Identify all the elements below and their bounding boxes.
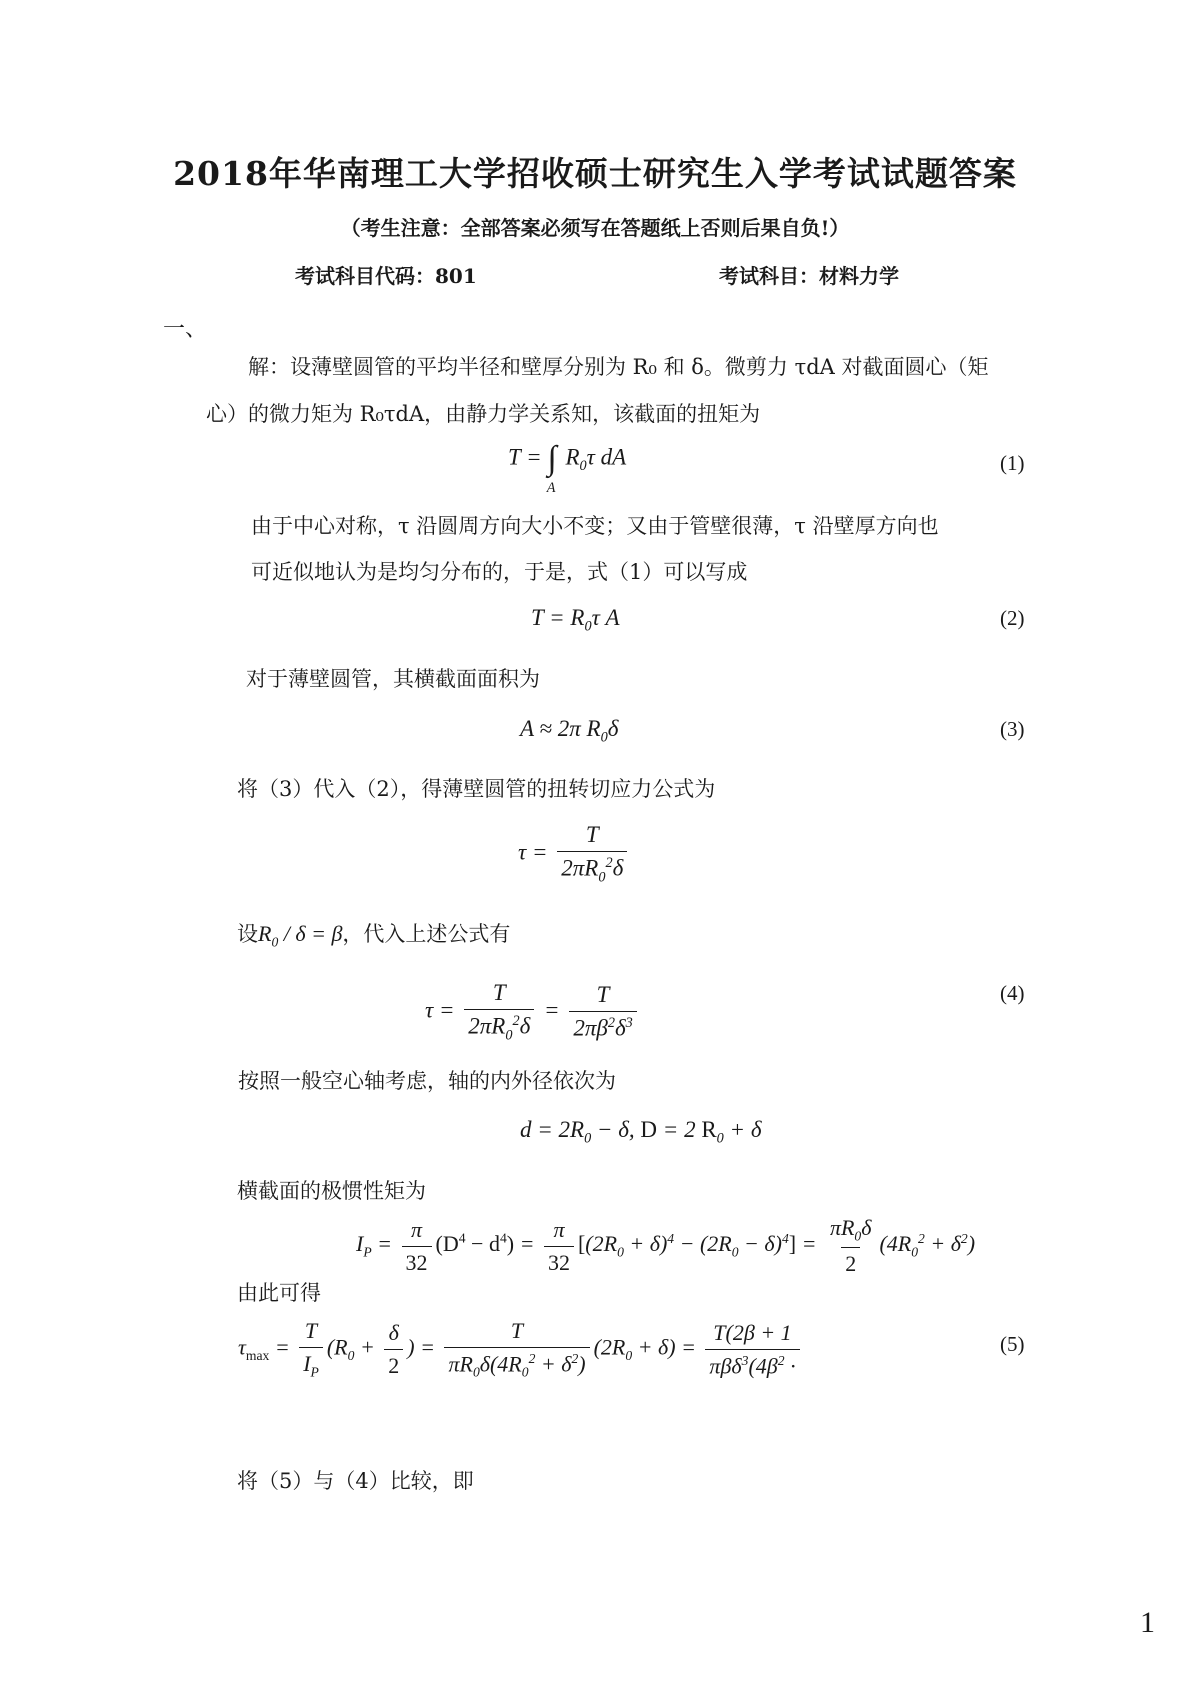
paragraph-4: 将（3）代入（2），得薄壁圆管的扭转切应力公式为	[237, 777, 716, 801]
subject-name: 考试科目：材料力学	[719, 264, 899, 288]
equation-4-number: (4)	[1000, 981, 1025, 1005]
exam-notice: （考生注意：全部答案必须写在答题纸上否则后果自负!）	[340, 216, 850, 240]
equation-5: $\tau_{max}$ = $\frac{T}{I_P}$ ($R_0$ + $\frac{\delta}{2}$ ) = $\frac{T}{\pi R_0\delta(4R_0^2 + \delta^2)}$ $(2R_0 + \delta)$ = $\frac{T(2\beta + 1}{\pi\beta\delta^3(4\beta^2 \cdot}$	[238, 1318, 804, 1381]
diameter-equation: $d = 2R_0 - \delta$, D = 2 $R_0 + \delta$	[520, 1117, 762, 1147]
paragraph-2-line-1: 由于中心对称，τ 沿圆周方向大小不变；又由于管壁很薄，τ 沿壁厚方向也	[251, 514, 939, 538]
paragraph-1-line-1: 解：设薄壁圆管的平均半径和壁厚分别为 R₀ 和 δ。微剪力 τdA 对截面圆心（矩	[248, 355, 989, 379]
paragraph-8: 由此可得	[237, 1281, 321, 1305]
paragraph-3: 对于薄壁圆管，其横截面面积为	[246, 667, 540, 691]
equation-2-number: (2)	[1000, 606, 1025, 630]
paragraph-5: 设$R_0 / \delta = \beta$，代入上述公式有	[237, 921, 511, 950]
paragraph-7: 横截面的极惯性矩为	[237, 1179, 426, 1203]
paragraph-9: 将（5）与（4）比较，即	[237, 1469, 474, 1493]
equation-5-number: (5)	[1000, 1332, 1025, 1356]
equation-1-number: (1)	[1000, 451, 1025, 475]
paragraph-5-prefix: 设	[237, 922, 258, 946]
polar-moment-equation: $I_P$ = $\frac{\pi}{32}$ $(D^4 - d^4)$ = $\frac{\pi}{32}$ $[(2R_0 + \delta)^4 - (2R_0 - \delta)^4]$ = $\frac{\pi R_0\delta}{2}$ $(4R_0^2 + \delta^2)$	[356, 1215, 976, 1277]
equation-2: $T = R_0\tau$ A	[531, 605, 620, 635]
equation-4: τ = $\frac{T}{2\pi R_0^2\delta}$ = $\frac{T}{2\pi\beta^2\delta^3}$	[425, 980, 641, 1044]
equation-3-number: (3)	[1000, 717, 1025, 741]
equation-1: $T = \int_AR_0\tau$ dA	[508, 440, 627, 496]
subject-code: 考试科目代码：801	[295, 264, 477, 288]
page-title: 2018年华南理工大学招收硕士研究生入学考试试题答案	[173, 154, 1017, 193]
paragraph-2-line-2: 可近似地认为是均匀分布的，于是，式（1）可以写成	[251, 560, 748, 584]
equation-3: A ≈ 2π $R_0\delta$	[520, 716, 619, 746]
section-marker: 一、	[163, 317, 208, 342]
shear-stress-formula: τ = $\frac{T}{2\pi R_0^2\delta}$	[518, 822, 631, 886]
page-number: 1	[1140, 1606, 1155, 1639]
paragraph-1-line-2: 心）的微力矩为 R₀τdA，由静力学关系知，该截面的扭矩为	[206, 402, 761, 426]
paragraph-6: 按照一般空心轴考虑，轴的内外径依次为	[238, 1069, 616, 1093]
paragraph-5-suffix: ，代入上述公式有	[342, 922, 511, 946]
